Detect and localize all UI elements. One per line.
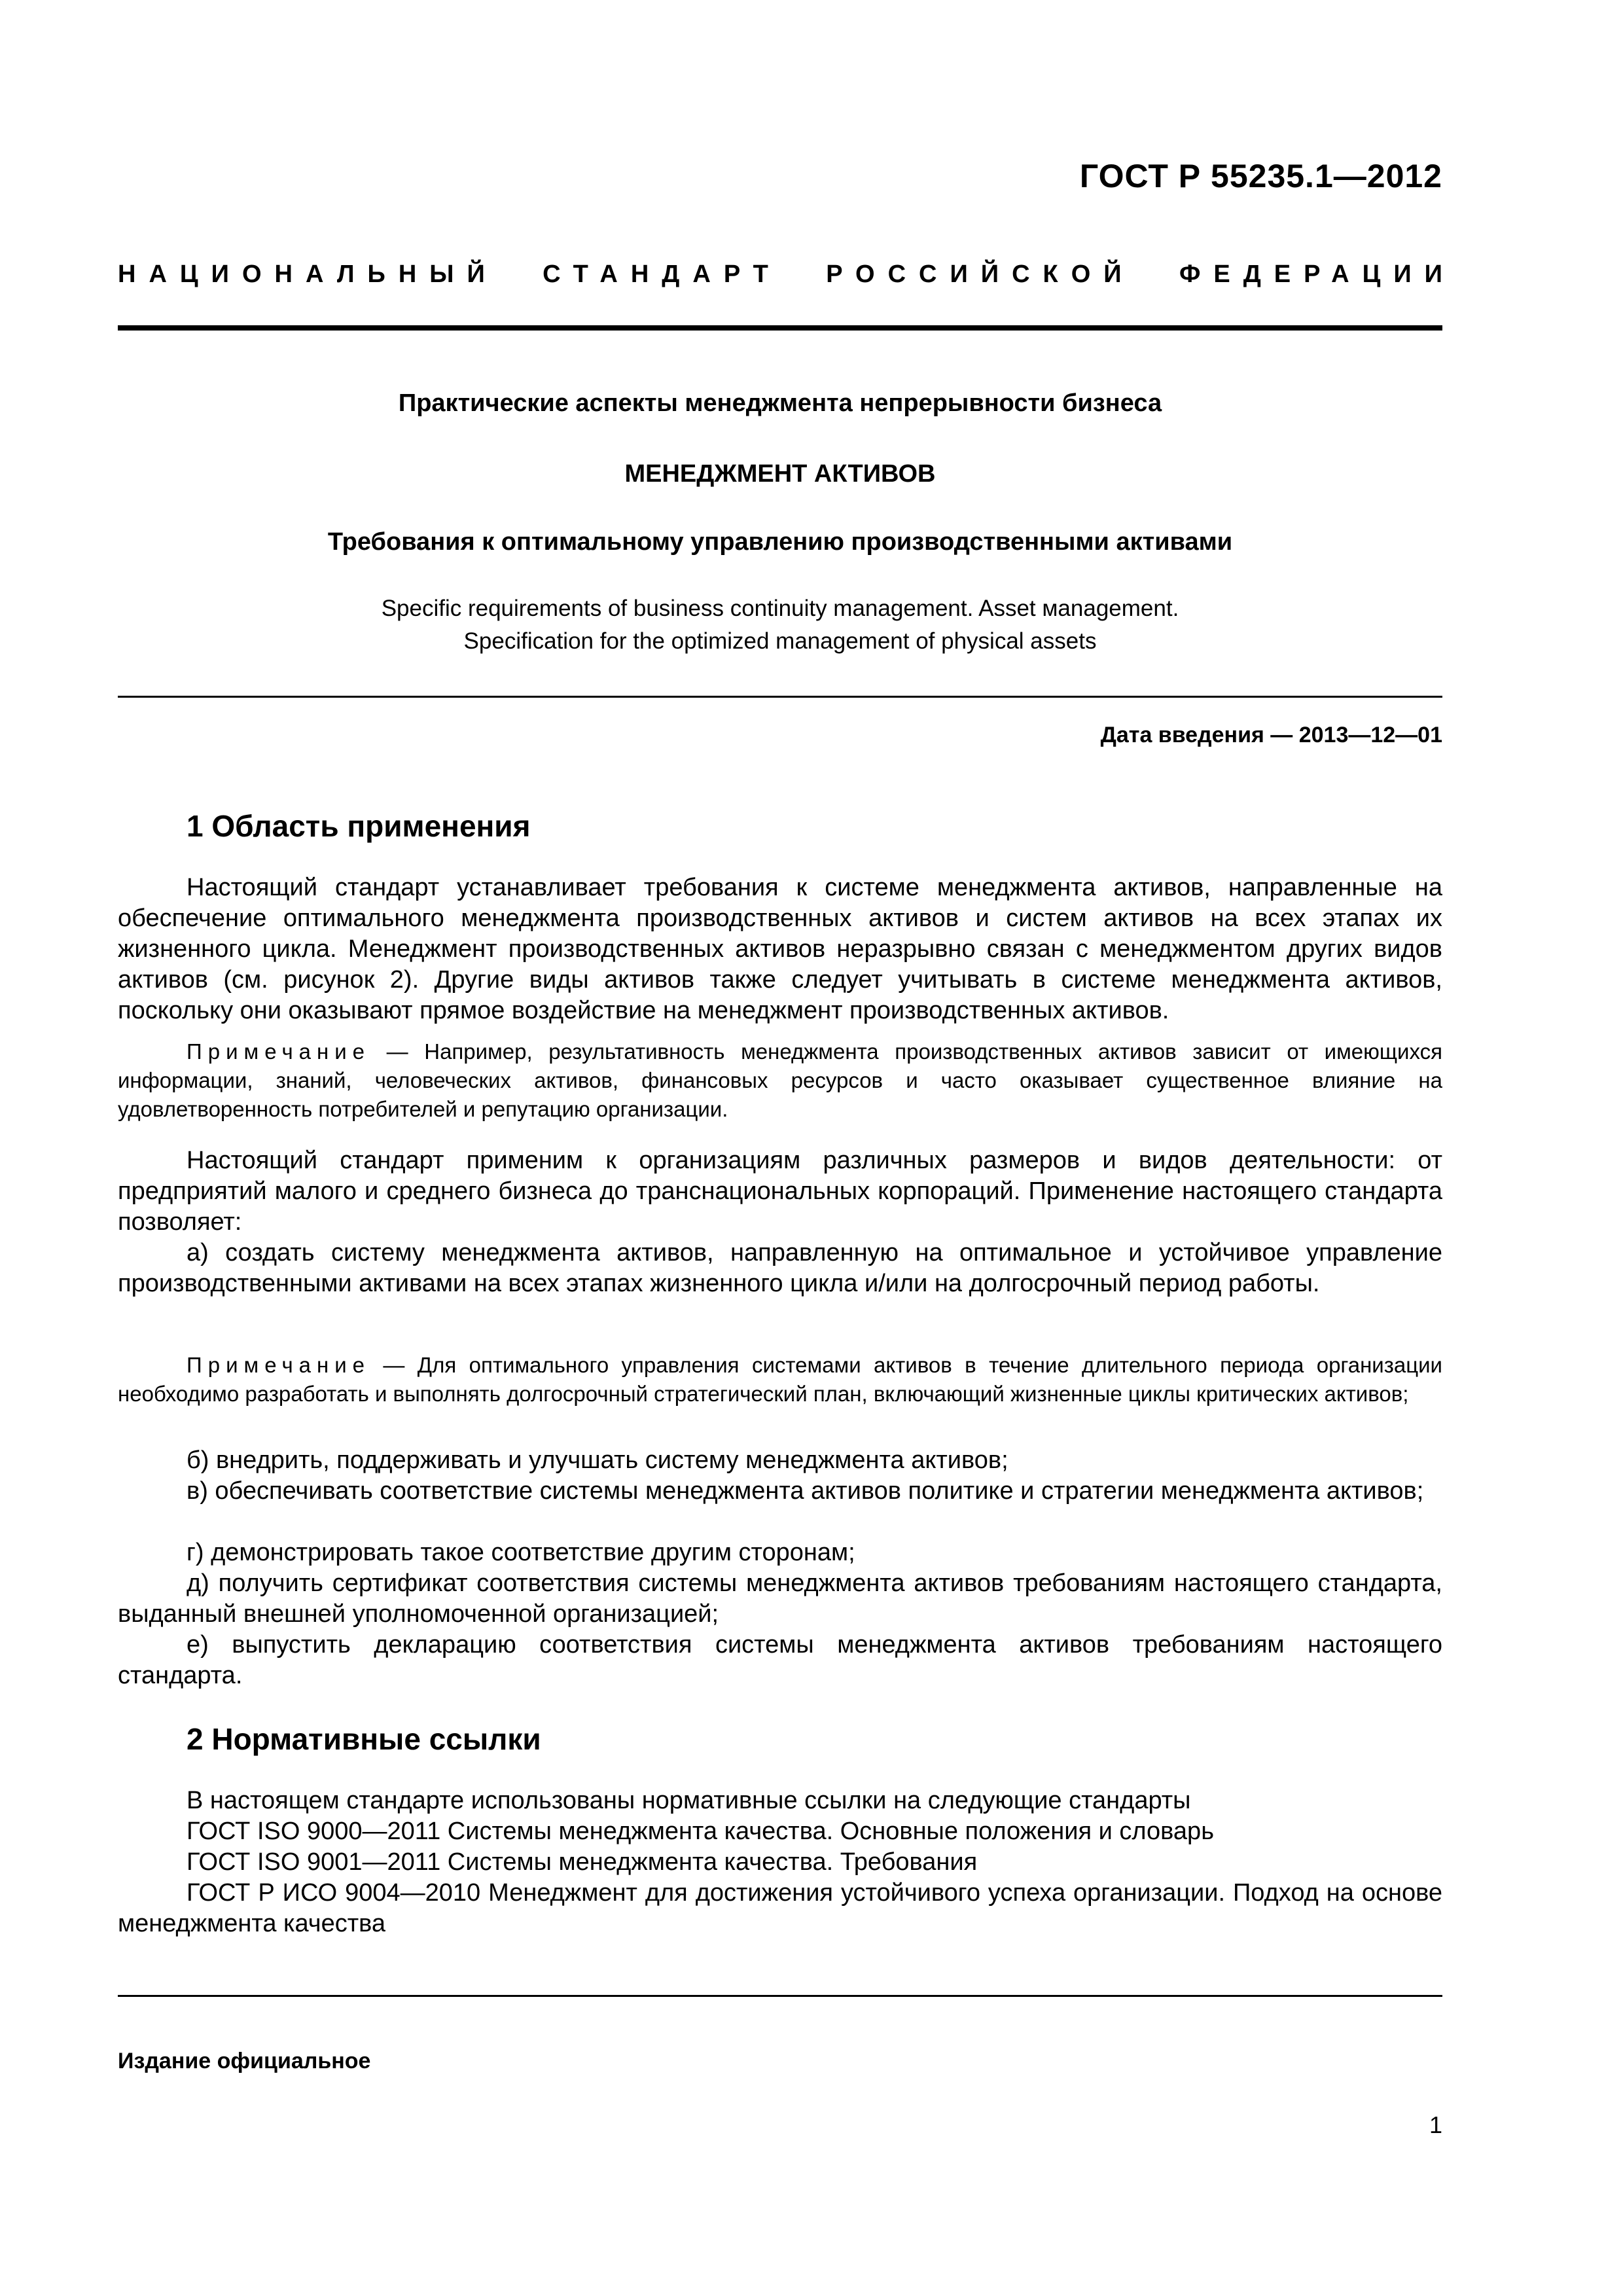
references-intro: В настоящем стандарте использованы нормативные ссылки на следующие стандарты [187, 1787, 1191, 1814]
section-1-paragraph-1: Настоящий стандарт устанавливает требования к системе менеджмента активов, направленные на обеспечение оптимального менеджмента производственных активов и систем активов на всех этапах их жизненного цикла. Менеджмент производственных активов неразрывно связан с менеджментом других видов активов (см. рисунок 2). Другие виды активов также следует учитывать в системе менеджмента активов, поскольку они оказывают прямое воздействие на менеджмент производственных активов. [118, 874, 1442, 1024]
banner-word: РОССИЙСКОЙ [826, 260, 1135, 288]
note-2 [118, 1351, 1442, 1408]
reference-item: ГОСТ Р ИСО 9004—2010 Менеджмент для достижения устойчивого успеха организации. Подход на основе менеджмента качества [118, 1879, 1442, 1937]
official-edition-label: Издание официальное [118, 2049, 371, 2073]
english-title-line-1: Specific requirements of business continuity management. Asset мanagement. [381, 596, 1179, 621]
note-label: Примечание [187, 1353, 371, 1377]
section-2-heading: 2 Нормативные ссылки [187, 1722, 541, 1756]
national-standard-banner [118, 260, 1455, 289]
page-number: 1 [1429, 2111, 1442, 2138]
header-divider [118, 325, 1442, 331]
list-item-a: а) создать систему менеджмента активов, направленную на оптимальное и устойчивое управление производственными активами на всех этапах жизненного цикла и/или на долгосрочный период работы. [118, 1239, 1442, 1297]
list-item-d: д) получить сертификат соответствия системы менеджмента активов требованиям настоящего стандарта, выданный внешней уполномоченной организацией; [118, 1570, 1442, 1628]
introduction-date: Дата введения — 2013—12—01 [1100, 723, 1442, 747]
banner-word: НАЦИОНАЛЬНЫЙ [118, 260, 498, 288]
title-line-3: Требования к оптимальному управлению производственными активами [327, 528, 1233, 556]
reference-item: ГОСТ ISO 9001—2011 Системы менеджмента качества. Требования [187, 1848, 978, 1876]
title-line-2: МЕНЕДЖМЕНТ АКТИВОВ [624, 460, 936, 488]
reference-item: ГОСТ ISO 9000—2011 Системы менеджмента качества. Основные положения и словарь [187, 1818, 1214, 1845]
banner-word: СТАНДАРТ [543, 260, 781, 288]
list-item-e: е) выпустить декларацию соответствия системы менеджмента активов требованиям настоящего стандарта. [118, 1631, 1442, 1689]
document-number: ГОСТ Р 55235.1—2012 [1079, 158, 1442, 194]
note-1 [118, 1037, 1442, 1124]
list-item-v: в) обеспечивать соответствие системы менеджмента активов политике и стратегии менеджмента активов; [187, 1477, 1424, 1505]
title-divider [118, 696, 1442, 698]
section-1-paragraph-2: Настоящий стандарт применим к организациям различных размеров и видов деятельности: от предприятий малого и среднего бизнеса до транснациональных корпораций. Применение настоящего стандарта позволяет: [118, 1147, 1442, 1236]
footer-divider [118, 1995, 1442, 1997]
note-text: — Например, результативность менеджмента производственных активов зависит от имеющихся информации, знаний, человеческих активов, финансовых ресурсов и часто оказывает существенное влияние на удовлетворенность потребителей и репутацию организации. [118, 1039, 1442, 1121]
banner-word: ФЕДЕРАЦИИ [1179, 260, 1455, 288]
document-page [118, 0, 1455, 2296]
section-1-heading: 1 Область применения [187, 809, 531, 843]
list-item-b: б) внедрить, поддерживать и улучшать систему менеджмента активов; [187, 1446, 1008, 1474]
list-item-g: г) демонстрировать такое соответствие другим сторонам; [187, 1539, 855, 1566]
english-title [118, 592, 1442, 658]
title-line-1: Практические аспекты менеджмента непрерывности бизнеса [398, 389, 1162, 417]
note-label: Примечание [187, 1039, 371, 1064]
english-title-line-2: Specification for the optimized management of physical assets [463, 628, 1097, 654]
note-text: — Для оптимального управления системами активов в течение длительного периода организации необходимо разработать и выполнять долгосрочный стратегический план, включающий жизненные циклы критических активов; [118, 1353, 1442, 1406]
